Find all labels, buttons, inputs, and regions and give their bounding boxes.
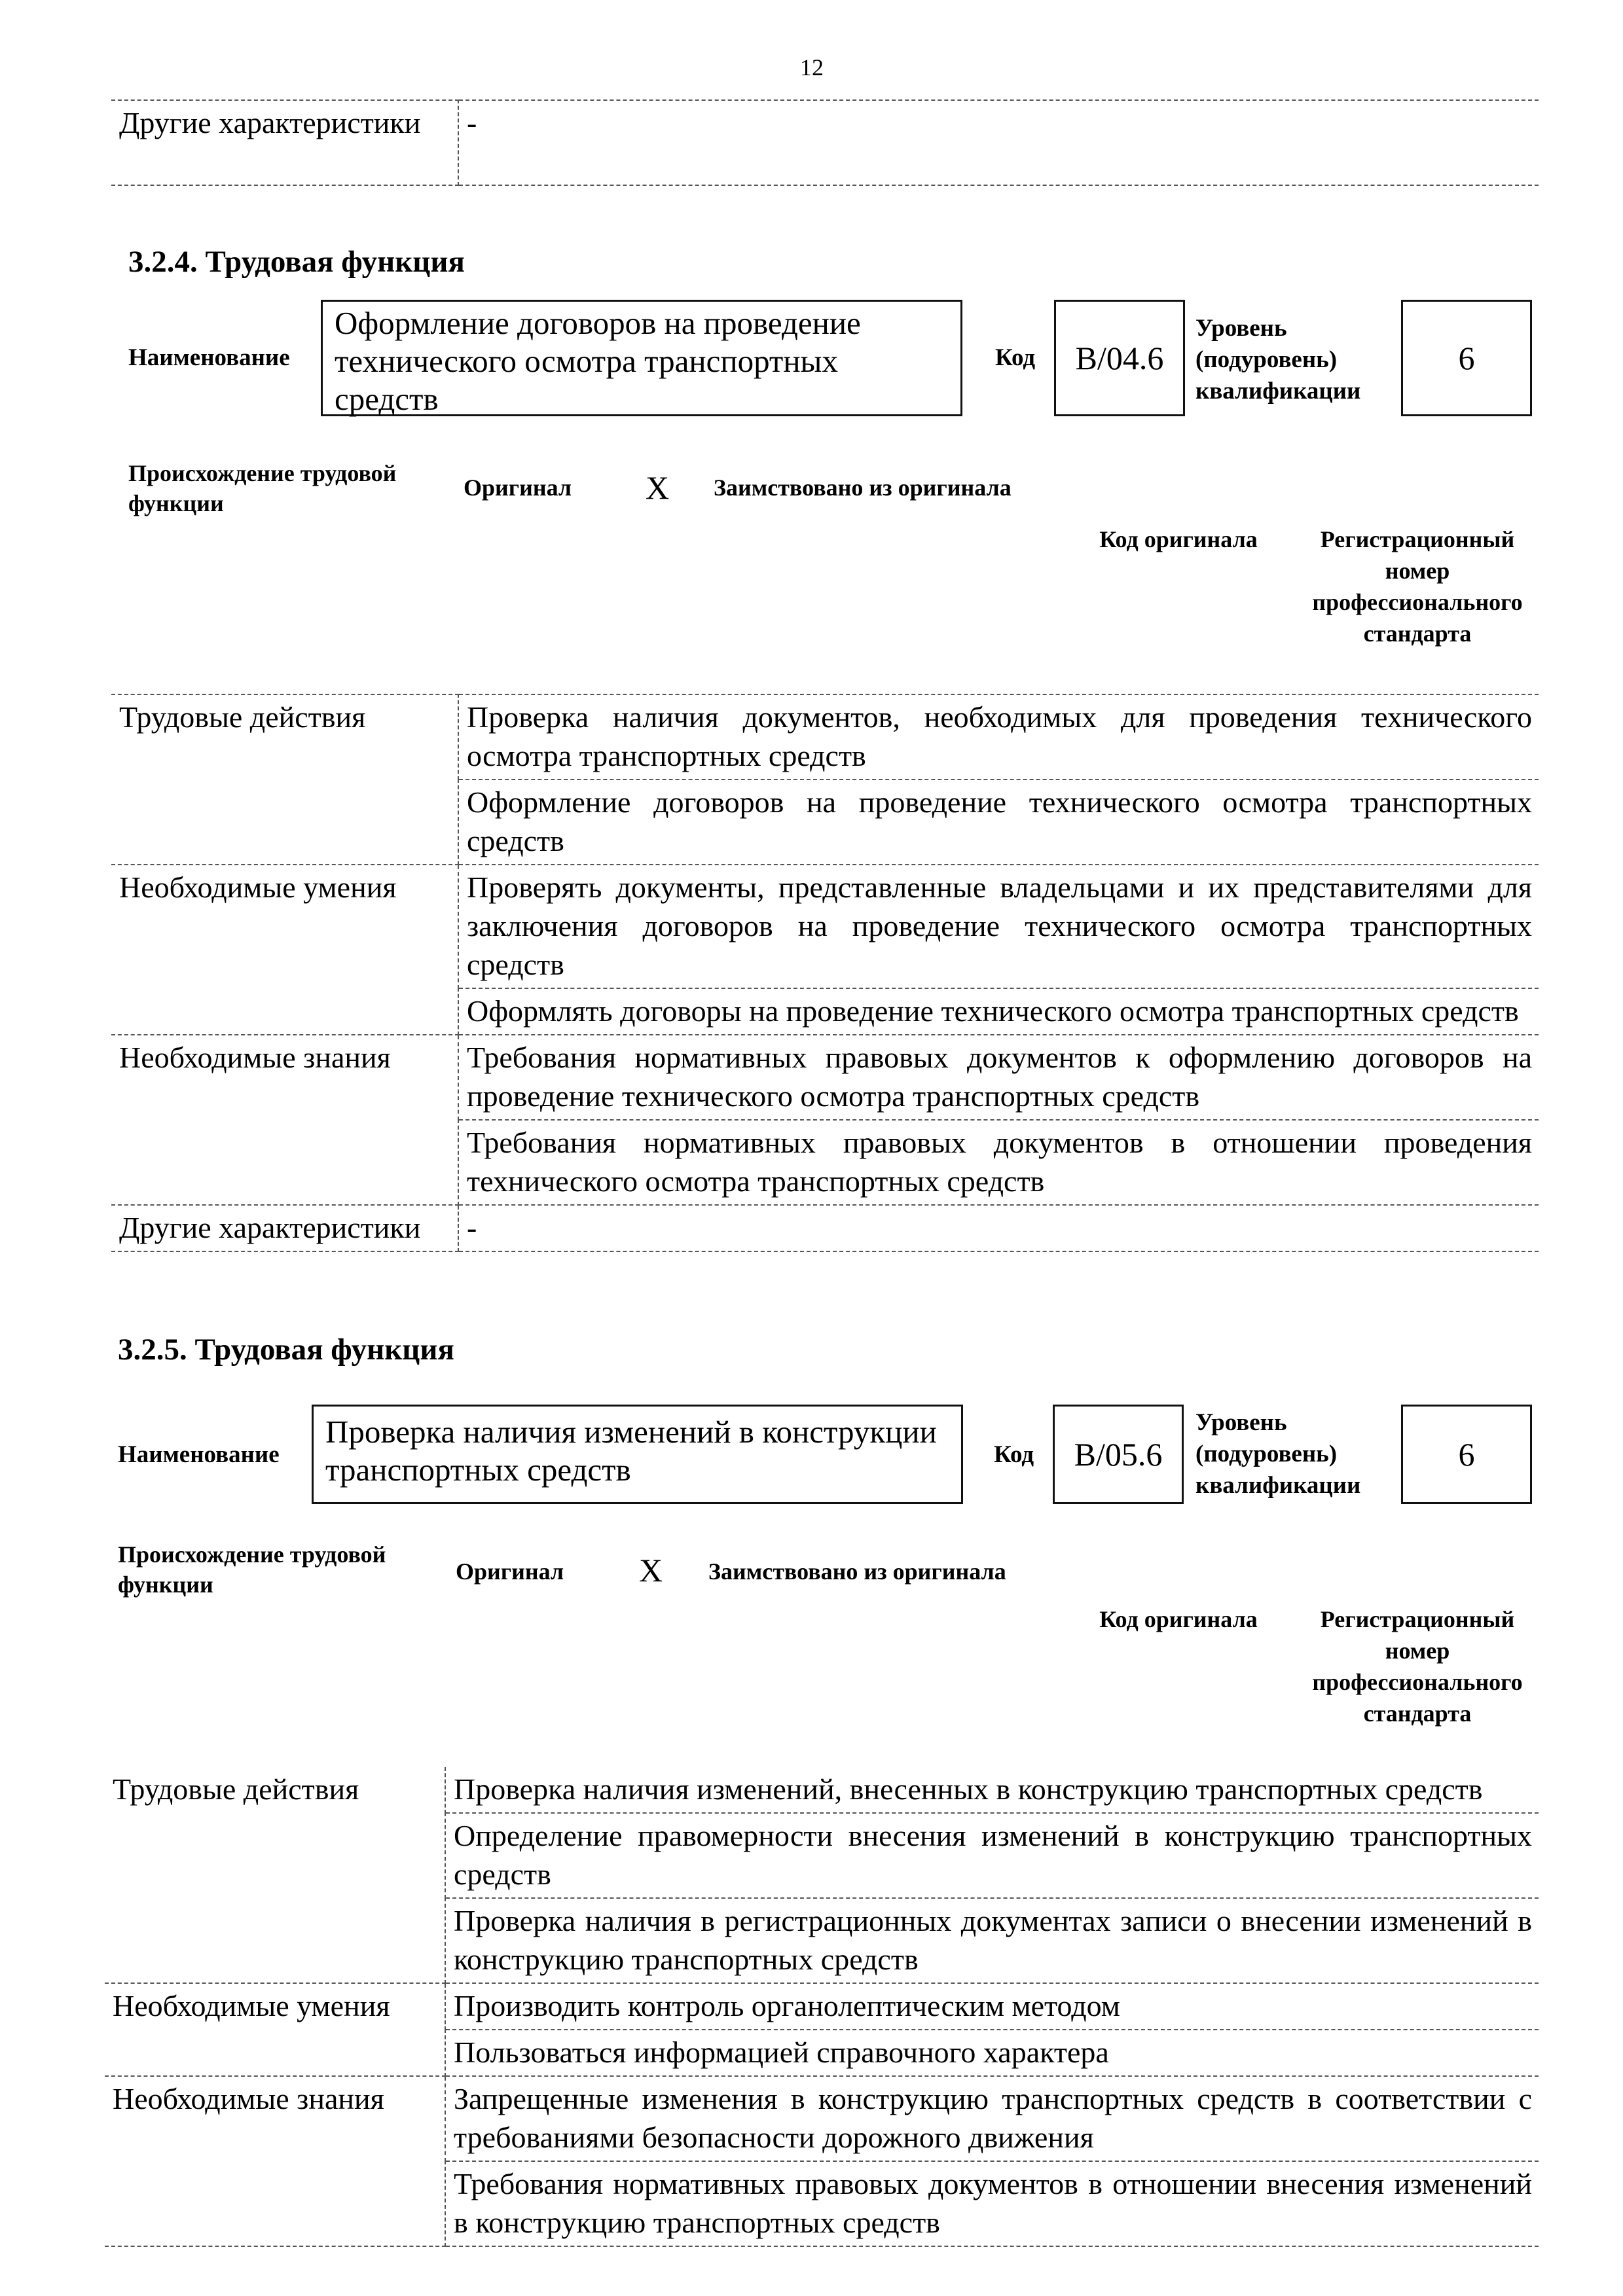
table-cell: Проверка наличия изменений, внесенных в конструкцию транспортных средств <box>445 1767 1539 1813</box>
code-box <box>1054 300 1185 416</box>
code-value: B/05.6 <box>1074 1436 1163 1473</box>
table-row <box>111 865 1539 988</box>
borrowed-label: Заимствовано из оригинала <box>708 1558 1006 1585</box>
table-row <box>105 1767 1539 1813</box>
code-label: Код <box>995 344 1036 371</box>
table-cell: Проверка наличия документов, необходимых для проведения технического осмотра транспортных средств <box>458 694 1539 780</box>
level-value: 6 <box>1458 1436 1475 1473</box>
table-cell: Производить контроль органолептическим методом <box>445 1983 1539 2030</box>
table-row <box>105 1983 1539 2030</box>
level-box <box>1401 300 1532 416</box>
table-cell: Проверка наличия в регистрационных документах записи о внесении изменений в конструкцию транспортных средств <box>445 1898 1539 1983</box>
reg-number-caption: Регистрационный номер профессионального стандарта <box>1312 1606 1523 1727</box>
row-label: Трудовые действия <box>111 694 458 865</box>
level-label: Уровень (подуровень) квалификации <box>1195 1409 1361 1499</box>
row-label: Необходимые умения <box>111 865 458 1035</box>
row-value: - <box>458 100 1539 185</box>
table-cell: Оформлять договоры на проведение технического осмотра транспортных средств <box>458 988 1539 1035</box>
table-cell: Проверять документы, представленные владельцами и их представителями для заключения договоров на проведение технического осмотра транспортных средств <box>458 865 1539 988</box>
origin-label: Происхождение трудовой функции <box>128 460 397 516</box>
name-label: Наименование <box>118 1441 280 1468</box>
table-row <box>111 1035 1539 1120</box>
table-cell: Оформление договоров на проведение технического осмотра транспортных средств <box>458 780 1539 865</box>
x-mark: X <box>639 1552 663 1588</box>
table-cell: Определение правомерности внесения изменений в конструкцию транспортных средств <box>445 1813 1539 1898</box>
page-number: 12 <box>800 54 824 81</box>
original-label: Оригинал <box>464 475 572 501</box>
row-label: Необходимые умения <box>105 1983 445 2076</box>
origin-label: Происхождение трудовой функции <box>118 1541 386 1598</box>
table-row <box>111 1205 1539 1251</box>
code-label: Код <box>994 1441 1034 1468</box>
table-row <box>111 694 1539 780</box>
reg-number-caption: Регистрационный номер профессионального стандарта <box>1312 526 1523 647</box>
level-box <box>1401 1405 1532 1504</box>
name-label: Наименование <box>128 344 290 371</box>
orig-code-caption: Код оригинала <box>1099 526 1258 552</box>
table-cell: Требования нормативных правовых документов в отношении внесения изменений в конструкцию транспортных средств <box>445 2161 1539 2246</box>
function-table-3-2-4 <box>111 694 1539 1252</box>
section-heading: 3.2.4. Трудовая функция <box>128 245 465 279</box>
table-cell: Требования нормативных правовых документов в отношении проведения технического осмотра транспортных средств <box>458 1120 1539 1205</box>
section-heading: 3.2.5. Трудовая функция <box>118 1333 454 1367</box>
level-label: Уровень (подуровень) квалификации <box>1195 315 1361 404</box>
orig-code-caption: Код оригинала <box>1099 1606 1258 1632</box>
function-name-box: Проверка наличия изменений в конструкции транспортных средств <box>312 1405 963 1504</box>
x-mark: X <box>646 469 670 506</box>
code-value: B/04.6 <box>1075 340 1164 376</box>
original-label: Оригинал <box>456 1558 564 1585</box>
table-row <box>111 100 1539 185</box>
borrowed-label: Заимствовано из оригинала <box>714 475 1012 501</box>
table-cell: Запрещенные изменения в конструкцию транспортных средств в соответствии с требованиями безопасности дорожного движения <box>445 2076 1539 2161</box>
function-name-box: Оформление договоров на проведение технического осмотра транспортных средств <box>321 300 962 416</box>
row-label: Другие характеристики <box>111 100 458 185</box>
function-table-3-2-5 <box>105 1767 1539 2247</box>
table-cell: Пользоваться информацией справочного характера <box>445 2030 1539 2076</box>
table-cell: - <box>458 1205 1539 1251</box>
table-row <box>105 2076 1539 2161</box>
level-value: 6 <box>1458 340 1475 376</box>
row-label: Другие характеристики <box>111 1205 458 1251</box>
row-label: Трудовые действия <box>105 1767 445 1983</box>
table-cell: Требования нормативных правовых документов к оформлению договоров на проведение технического осмотра транспортных средств <box>458 1035 1539 1120</box>
row-label: Необходимые знания <box>111 1035 458 1205</box>
code-box <box>1053 1405 1184 1504</box>
previous-table-fragment <box>111 99 1539 186</box>
row-label: Необходимые знания <box>105 2076 445 2246</box>
